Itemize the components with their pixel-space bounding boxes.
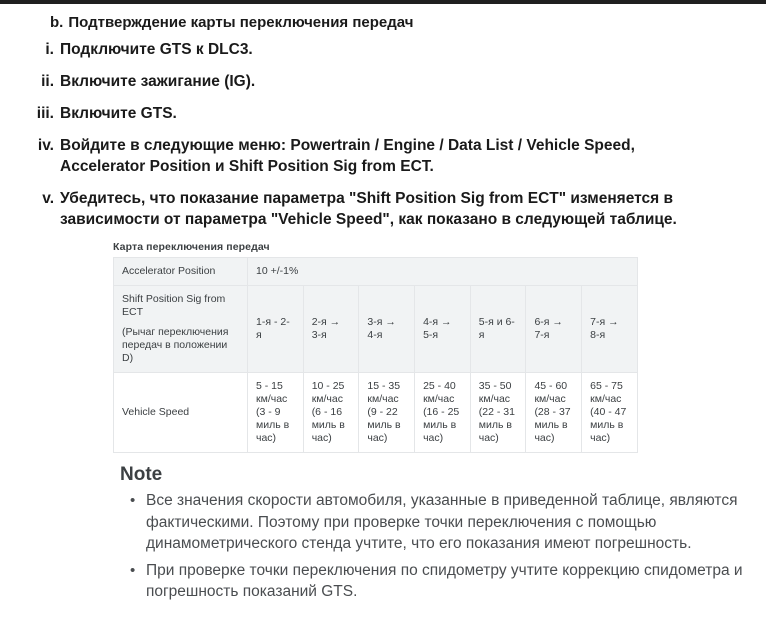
table-row-accelerator (114, 258, 638, 286)
step-text-v: Убедитесь, что показание параметра "Shift Position Sig from ECT" изменяется в зависимости от параметра "Vehicle Speed", как показано в следующей таблице. (60, 190, 677, 228)
cell-accelerator-value: 10 +/-1% (248, 258, 638, 286)
list-item (130, 490, 746, 555)
note-section (120, 463, 766, 603)
cell-gear-2: 2-я → 3-я (303, 286, 359, 373)
note-bullet-list (120, 490, 766, 603)
step-text-i: Подключите GTS к DLC3. (60, 41, 253, 58)
cell-speed-4: 25 - 40 км/час (16 - 25 миль в час) (415, 373, 471, 453)
bullet-icon: • (130, 561, 136, 579)
table-caption: Карта переключения передач (113, 241, 270, 253)
step-text-ii: Включите зажигание (IG). (60, 73, 256, 90)
list-item (0, 135, 766, 177)
roman-marker-ii: ii. (41, 73, 54, 90)
list-item (0, 39, 766, 60)
document-page (0, 13, 766, 603)
roman-marker-v: v. (42, 190, 54, 207)
shift-label-line2: (Рычаг переключения передач в положении D) (122, 326, 229, 364)
cell-gear-6: 6-я → 7-я (526, 286, 582, 373)
lettered-item-b (0, 13, 766, 33)
cell-gear-1: 1-я - 2-я (248, 286, 304, 373)
list-item (0, 188, 766, 230)
note-item-text: Все значения скорости автомобиля, указанные в приведенной таблице, являются фактическими. Поэтому при проверке точки переключения с помощью динамометрического стенда учтите, что его показания имеют погрешность. (146, 492, 738, 552)
list-item (130, 560, 746, 603)
cell-accelerator-label: Accelerator Position (114, 258, 248, 286)
cell-shift-position-label (114, 286, 248, 373)
cell-gear-3: 3-я → 4-я (359, 286, 415, 373)
cell-speed-7: 65 - 75 км/час (40 - 47 миль в час) (582, 373, 638, 453)
cell-speed-2: 10 - 25 км/час (6 - 16 миль в час) (303, 373, 359, 453)
list-item (0, 103, 766, 124)
lettered-text: Подтверждение карты переключения передач (68, 14, 414, 31)
list-item (0, 71, 766, 92)
step-text-iii: Включите GTS. (60, 105, 177, 122)
note-item-text: При проверке точки переключения по спидометру учтите коррекцию спидометра и погрешность показаний GTS. (146, 561, 743, 600)
cell-speed-5: 35 - 50 км/час (22 - 31 миль в час) (470, 373, 526, 453)
table-row-shift-position (114, 286, 638, 373)
roman-marker-iii: iii. (36, 105, 54, 122)
table-row-vehicle-speed (114, 373, 638, 453)
roman-marker-i: i. (45, 41, 54, 58)
shift-map-table (113, 257, 638, 453)
cell-gear-5: 5-я и 6-я (470, 286, 526, 373)
cell-gear-4: 4-я → 5-я (415, 286, 471, 373)
top-dark-bar (0, 0, 766, 4)
cell-gear-7: 7-я → 8-я (582, 286, 638, 373)
procedure-list (0, 39, 766, 230)
cell-speed-1: 5 - 15 км/час (3 - 9 миль в час) (248, 373, 304, 453)
roman-marker-iv: iv. (37, 137, 54, 154)
cell-speed-6: 45 - 60 км/час (28 - 37 миль в час) (526, 373, 582, 453)
note-heading: Note (120, 464, 163, 485)
bullet-icon: • (130, 492, 136, 509)
step-text-iv: Войдите в следующие меню: Powertrain / Engine / Data List / Vehicle Speed, Accelerator Position и Shift Position Sig from ECT. (60, 137, 635, 175)
lettered-marker: b. (50, 14, 64, 31)
cell-speed-3: 15 - 35 км/час (9 - 22 миль в час) (359, 373, 415, 453)
shift-label-line1: Shift Position Sig from ECT (122, 293, 226, 318)
cell-vehicle-speed-label: Vehicle Speed (114, 373, 248, 453)
shift-map-table-block (113, 241, 766, 453)
